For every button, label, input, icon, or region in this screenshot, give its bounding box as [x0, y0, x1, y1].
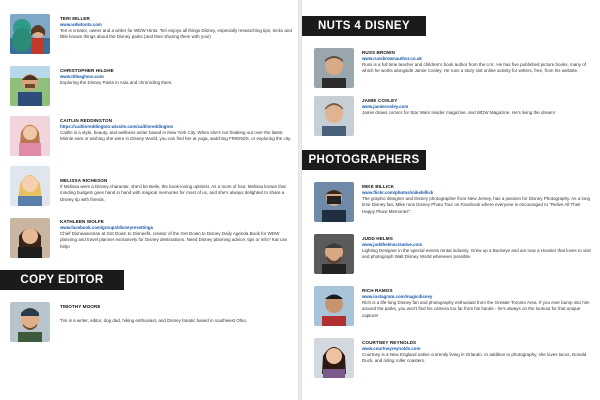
contributor-name: COURTNEY REYNOLDS [362, 340, 417, 345]
contributor-bio: Courtney is a New England native currently living in Orlando. In addition to photography, she loves tacos, Donald Duck, and riding roller coasters. [362, 352, 587, 364]
contributor-photo [10, 14, 50, 54]
section-header-photographers: PHOTOGRAPHERS [302, 150, 426, 170]
contributor-name: TERI MILLER [60, 16, 90, 21]
contributor-url[interactable]: www.juddhelmscreative.com [362, 242, 423, 247]
contributor-photo [314, 234, 354, 274]
contributor-photo [314, 182, 354, 222]
contributor-bio: Lighting Designer in the special events rental industry. Grew up a Buckeye and am now a Hoosier that loves to visit and photograph Walt Disney World whenever possible. [362, 248, 591, 260]
contributor-photo [10, 218, 50, 258]
section-header-copy-editor: COPY EDITOR [0, 270, 124, 290]
contributor-photo [10, 66, 50, 106]
contributor-url[interactable]: https://caitlinreddington.wixsite.com/caitlinreddington [60, 124, 174, 129]
contributor-name: JAMIE COSLEY [362, 98, 398, 103]
contributor-name: RUSS BROWN [362, 50, 395, 55]
contributor-url[interactable]: www.courtneyreynolds.com [362, 346, 421, 351]
contributor-url[interactable]: www.russbrownauthor.co.uk [362, 56, 422, 61]
contributor-url[interactable]: www.flickr.com/photos/mikebillick [362, 190, 434, 195]
contributor-photo [314, 48, 354, 88]
contributor-url[interactable]: www.facebook.com/groups/disneyresettings [60, 225, 154, 230]
contributor-bio: Caitlin is a style, beauty, and wellness writer based in New York City. When she's not freaking out over the latest Minnie ears or wishing she were in Disney World, you can find her at yoga, watching FRIENDS, or exploring the city. [60, 130, 292, 142]
contributor-name: CAITLIN REDDINGTON [60, 118, 112, 123]
contributor-name: CHRISTOPHER HILGHE [60, 68, 114, 73]
contributor-bio: Tim is a writer, editor, dog dad, hiking enthusiast, and Disney fanatic based in southwest Ohio. [60, 318, 248, 323]
contributor-name: RICH RAMOS [362, 288, 393, 293]
contributor-photo [10, 302, 50, 342]
contributor-bio: If Melissa were a Disney character, she'd be Belle, the book-loving optimist. As a mom of four, Melissa knows that minding budgets goes hand in hand with magical memories for most of us, and she's always delighted to share a Disney tip with friends. [60, 184, 286, 202]
right-page [302, 0, 600, 400]
contributor-url[interactable]: www.jamiecosley.com [362, 104, 409, 109]
contributor-url[interactable]: www.wdwtoots.com [60, 22, 102, 27]
contributor-bio: Chief Disneawoman at Get Down to Disneefit, creator of the Get Down to Disney Daily Agenda Book for WDW planning and travel planner exclusively for Disney destinations. Need Disney planning advice, tips or info? Kat can help! [60, 231, 288, 249]
contributor-bio: Teri is creator, owner and a writer for WDW Hints. Teri enjoys all things Disney, especially researching tips, tricks and little known things about the Disney parks (and then sharing them with you!) [60, 28, 292, 40]
section-header-nuts-4-disney: NUTS 4 DISNEY [302, 16, 426, 36]
contributor-photo [314, 286, 354, 326]
contributor-photo [314, 96, 354, 136]
contributor-bio: Exploring the Disney Parks in Asia and chronicling them. [60, 80, 173, 85]
contributor-bio: The graphic designer and Disney photographer from New Jersey, has a passion for Disney Photography. As a long time Disney fan, Mike runs Disney Photo Tour on Facebook where everyone is encouraged to "Relive All Their Happy Place Memories". [362, 196, 590, 214]
contributor-name: TIMOTHY MOORE [60, 304, 101, 309]
contributor-photo [314, 338, 354, 378]
contributor-bio: Russ is a full time teacher and children's book author from the U.K. He has five published picture books, many of which he works alongside Jamie Cosley. He runs a story slot online activity for writers, free, from his website. [362, 62, 586, 74]
contributor-name: MELISSA RICHESON [60, 178, 108, 183]
contributor-photo [10, 116, 50, 156]
contributor-name: JUDD HELMS [362, 236, 393, 241]
contributor-url[interactable]: www.instagram.com/magicdisney [362, 294, 433, 299]
contributor-bio: Rich is a life-long Disney fan and photography enthusiast from the Greater Toronto Area. If you ever bump into him around the parks, you won't find his camera too far from his hands - he's always on the lookout for that unique capture! [362, 300, 590, 318]
contributor-name: MIKE BILLICK [362, 184, 395, 189]
left-page [0, 0, 298, 400]
contributor-name: KATHLEEN WOLFE [60, 219, 104, 224]
contributor-url[interactable]: www.titleagloon.com [60, 74, 104, 79]
contributor-photo [10, 166, 50, 206]
contributor-bio: Jamie draws comics for Star Wars Insider magazine, and WDW Magazine. He's living the dream! [362, 110, 556, 115]
